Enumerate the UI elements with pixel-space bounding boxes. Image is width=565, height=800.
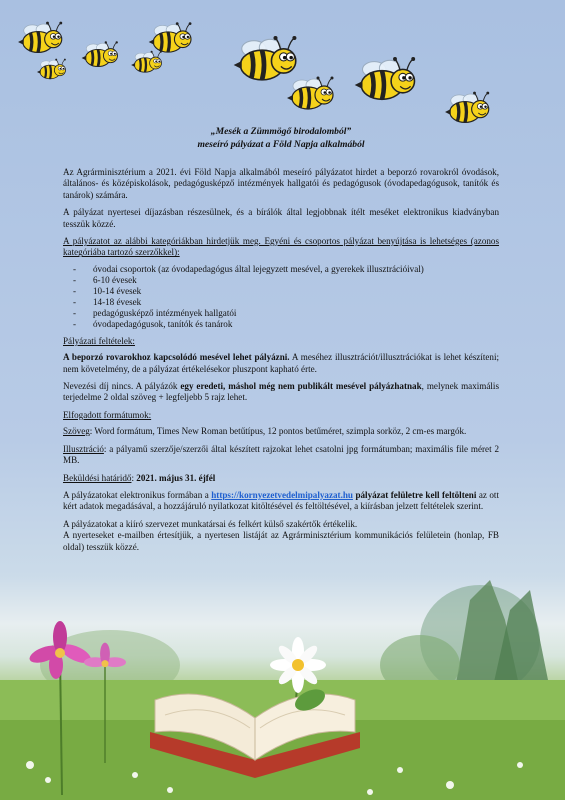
submission-paragraph [63, 490, 499, 513]
list-item: - 6-10 évesek [93, 275, 499, 286]
deadline-value: 2021. május 31. éjfél [136, 472, 216, 483]
list-item: - óvodai csoportok (az óvodapedagógus által lejegyzett mesével, a gyerekek illusztrációival) [93, 264, 499, 275]
categories-heading: A pályázatot az alábbi kategóriákban hirdetjük meg. Egyéni és csoportos pályázat benyújtása is lehetséges (azonos kategóriába tartozó szerzőkkel): [63, 236, 499, 258]
list-item: - pedagógusképző intézmények hallgatói [93, 308, 499, 319]
conditions-bold: egy eredeti, máshol még nem publikált mesével pályázhatnak [180, 381, 422, 392]
conditions-paragraph-2 [63, 381, 499, 404]
list-item: - 14-18 évesek [93, 297, 499, 308]
illustration-format-value: : a pályamű szerzője/szerzői által készített rajzokat lehet csatolni jpg formátumban; maximális file méret 2 MB. [63, 443, 499, 466]
deadline-paragraph [63, 473, 499, 484]
submission-text: A pályázatokat elektronikus formában a [63, 489, 212, 500]
conditions-paragraph-1 [63, 352, 499, 375]
intro-paragraph: Az Agrárminisztérium a 2021. évi Föld Napja alkalmából meseíró pályázatot hirdet a beporzó rovarokról óvodások, általános- és középiskolások, pedagógusképző intézmények hallgatói és pedagógusok (óvodapedagógusok, tanítók és tanárok) számára. [63, 167, 499, 200]
bee-icon [149, 22, 192, 52]
results-paragraph: A nyerteseket e-mailben értesítjük, a nyertesen listáját az Agrárminisztérium kommunikációs felületein (honlap, FB oldal) tesszük közzé. [63, 530, 499, 552]
illustration-format-paragraph [63, 444, 499, 467]
bee-icon [445, 92, 489, 123]
announcement-body [63, 125, 499, 559]
bee-icon [287, 77, 334, 110]
bee-icon [131, 51, 162, 72]
page-title [63, 125, 499, 151]
bee-icon [37, 59, 66, 79]
submission-text: az ott kért adatok megadásával, a hozzájáruló nyilatkozat kitöltésével és feltöltésével, a kiírásban jelzett feltételek szerint. [63, 489, 499, 512]
list-item: - óvodapedagógusok, tanítók és tanárok [93, 319, 499, 330]
conditions-heading: Pályázati feltételek: [63, 335, 135, 346]
illustration-format-label: Illusztráció [63, 443, 104, 454]
conditions-bold: A beporzó rovarokhoz kapcsolódó mesével lehet pályázni. [63, 352, 290, 363]
meadow-scene [0, 570, 565, 800]
bee-icon [355, 57, 415, 99]
submission-link[interactable]: https://kornyezetvedelmipalyazat.hu [211, 489, 353, 500]
text-format-paragraph [63, 426, 499, 437]
submission-bold: pályázat felületre kell feltölteni [352, 489, 477, 500]
formats-heading: Elfogadott formátumok: [63, 409, 152, 420]
prize-paragraph: A pályázat nyertesei díjazásban részesülnek, és a bírálók által legjobbnak ítélt meséket elektronikus kiadványban tesszük közzé. [63, 207, 499, 229]
evaluation-paragraph: A pályázatokat a kiíró szervezet munkatársai és felkért külső szakértők értékelik. [63, 518, 358, 529]
title-line-2: meseíró pályázat a Föld Napja alkalmából [197, 139, 365, 150]
conditions-text: A meséhez illusztrációt/illusztrációkat is lehet készíteni; nem követelmény, de a pályázat értékelésekor pluszpont kapható érte. [63, 352, 499, 374]
list-item: - 10-14 évesek [93, 286, 499, 297]
title-line-1: „Mesék a Zümmögő birodalomból” [210, 126, 352, 137]
bee-icon [234, 36, 297, 80]
deadline-label: Beküldési határidő [63, 472, 132, 483]
bee-icon [18, 22, 62, 53]
bee-icon [82, 41, 118, 66]
bees-illustration [0, 0, 565, 130]
conditions-text: , melynek maximális terjedelme 2 oldal szöveg + legfeljebb 5 rajz lehet. [63, 381, 499, 403]
text-format-value: : Word formátum, Times New Roman betűtípus, 12 pontos betűméret, szimpla sorköz, 2 cm-es margók. [89, 426, 467, 437]
text-format-label: Szöveg [63, 426, 90, 437]
conditions-text: Nevezési díj nincs. A pályázók [63, 381, 181, 392]
category-list [63, 264, 499, 330]
deadline-separator: : [131, 472, 137, 483]
